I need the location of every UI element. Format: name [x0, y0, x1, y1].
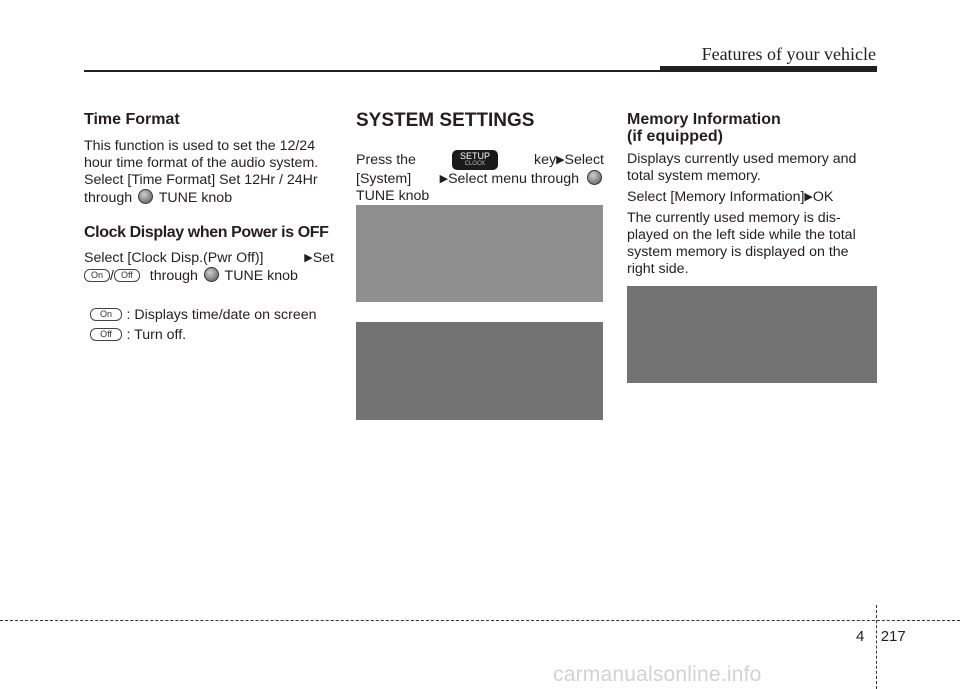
footer-rule: [0, 620, 960, 621]
options-list: [90, 306, 340, 346]
header-rule: [84, 70, 660, 72]
memory-info-line: total system memory.: [627, 168, 761, 184]
clock-display-tune: TUNE knob: [224, 268, 298, 284]
option-item: [90, 326, 340, 346]
page-number: [856, 628, 906, 645]
footer-crop-mark: [876, 605, 877, 689]
time-format-section: [84, 111, 334, 207]
on-badge: On: [90, 308, 122, 321]
header-rule-accent: [660, 66, 877, 72]
option-item: [90, 306, 340, 326]
system-text: [System]: [356, 170, 412, 187]
select-menu-text: Select menu through: [448, 171, 579, 187]
tune-knob-icon: [138, 189, 153, 204]
time-format-tune: TUNE knob: [158, 190, 233, 206]
system-settings-line: [356, 170, 604, 188]
memory-info-line: played on the left side while the total: [627, 227, 856, 243]
screen-image-system: [356, 205, 603, 302]
memory-info-line: [627, 189, 877, 206]
off-badge: Off: [114, 269, 140, 282]
screen-image-memory: [356, 322, 603, 420]
memory-info-line: The currently used memory is dis-: [627, 210, 841, 226]
memory-info-subheading: (if equipped): [627, 128, 723, 145]
setup-key-label: SETUP: [459, 151, 490, 161]
system-settings-heading: SYSTEM SETTINGS: [356, 110, 535, 131]
memory-info-line: Displays currently used memory and: [627, 151, 857, 167]
watermark: carmanualsonline.info: [553, 663, 762, 686]
on-badge: On: [84, 269, 110, 282]
arrow-right-icon: ▶: [556, 153, 565, 166]
system-settings-line: TUNE knob: [356, 188, 430, 204]
press-text: Press the: [356, 151, 416, 168]
clock-display-line: [84, 267, 334, 285]
clock-display-line: [84, 250, 334, 267]
arrow-right-icon: ▶: [439, 173, 449, 185]
time-format-line: hour time format of the audio system.: [84, 155, 319, 171]
chapter-number: 4: [856, 628, 865, 645]
system-settings-section: [356, 111, 604, 205]
time-format-line: Select [Time Format] Set 12Hr / 24Hr: [84, 172, 318, 188]
setup-key-icon: [452, 150, 498, 170]
memory-info-heading: Memory Information: [627, 111, 781, 128]
page-number-value: 217: [880, 628, 906, 645]
clock-display-section: [84, 224, 334, 285]
memory-info-line: right side.: [627, 261, 689, 277]
arrow-right-icon: ▶: [804, 191, 813, 203]
key-text: key▶Select: [534, 151, 604, 168]
time-format-heading: Time Format: [84, 111, 180, 128]
option-text: : Turn off.: [126, 327, 187, 343]
clock-key-label: CLOCK: [464, 161, 486, 167]
system-settings-line: [356, 150, 604, 170]
slash: /: [110, 268, 114, 284]
time-format-line: This function is used to set the 12/24: [84, 138, 316, 154]
option-text: : Displays time/date on screen: [126, 307, 317, 323]
memory-info-section: [627, 111, 877, 278]
memory-info-line: system memory is displayed on the: [627, 244, 849, 260]
tune-knob-icon: [587, 170, 602, 185]
tune-knob-icon: [204, 267, 219, 282]
clock-display-through: through: [149, 268, 198, 284]
time-format-through: through: [84, 190, 133, 206]
ok-text: OK: [812, 189, 834, 205]
select-memory-text: Select [Memory Information]: [627, 189, 805, 205]
time-format-line: [84, 189, 334, 207]
clock-display-set: Set: [312, 250, 334, 266]
section-title: Features of your vehicle: [701, 44, 876, 64]
arrow-right-icon: ▶: [304, 252, 313, 264]
clock-display-heading: Clock Display when Power is OFF: [84, 224, 329, 241]
clock-display-select: Select [Clock Disp.(Pwr Off)]: [84, 250, 264, 266]
off-badge: Off: [90, 328, 122, 341]
screen-image-memory-info: [627, 286, 877, 383]
